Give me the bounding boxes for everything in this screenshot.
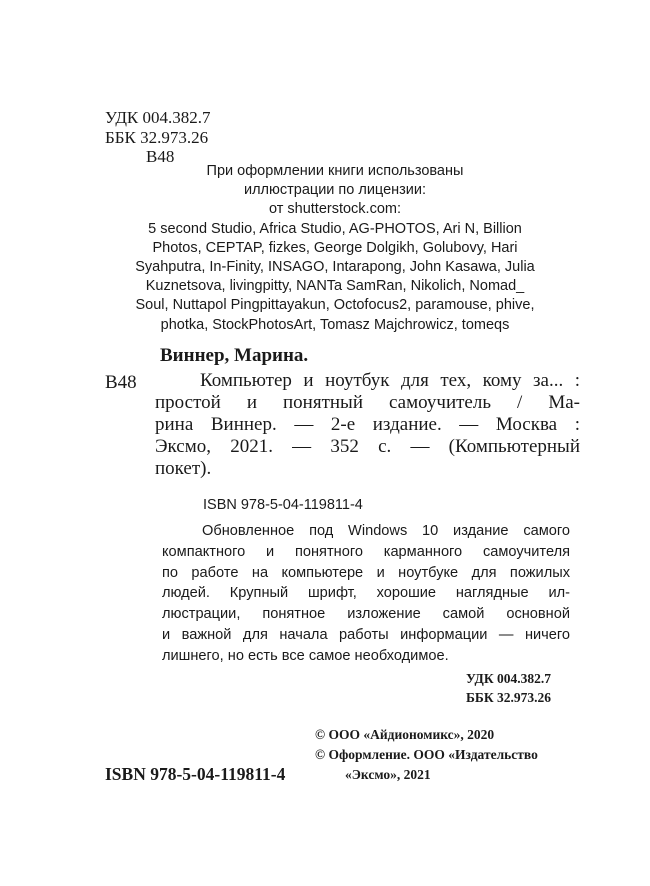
entry-line: рина Виннер. — 2-е издание. — Москва : [155,414,580,435]
author-mark: В48 [146,147,175,166]
abstract [162,521,570,667]
isbn-number: ISBN 978-5-04-119811-4 [105,764,286,784]
entry-line: простой и понятный самоучитель / Ма- [155,392,580,413]
abstract-line: лишнего, но есть все самое необходимое. [162,647,449,664]
credits-line: Syahputra, In-Finity, INSAGO, Intarapong, John Kasawa, Julia [135,259,535,276]
credits-line: от shutterstock.com: [268,201,402,218]
entry-line: Эксмо, 2021. — 352 с. — (Компьютерный [155,436,580,457]
bbk-code: ББК 32.973.26 [105,128,209,147]
abstract-line: компактного и понятного карманного самоучителя [162,543,570,560]
copyright-line: © ООО «Айдиономикс», 2020 [315,727,495,742]
credits-line: При оформлении книги использованы [206,163,464,179]
abstract-bbk: ББК 32.973.26 [466,690,552,705]
illustration-credits [100,162,570,335]
copyright-line: «Эксмо», 2021 [345,767,431,782]
entry-author-mark: В48 [105,372,137,393]
abstract-line: Обновленное под Windows 10 издание самого [202,523,570,539]
abstract-line: и важной для начала работы информации — ничего [162,626,570,643]
credits-line: 5 second Studio, Africa Studio, AG-PHOTOS, Ari N, Billion [148,220,522,237]
entry-line: Компьютер и ноутбук для тех, кому за... : [200,370,580,391]
abstract-line: людей. Крупный шрифт, хорошие наглядные ил- [162,585,570,602]
bibliographic-entry [155,370,580,480]
abstract-line: люстрации, понятное изложение самой основной [162,606,570,623]
entry-line: покет). [155,458,212,479]
udk-code: УДК 004.382.7 [105,108,211,127]
credits-line: Soul, Nuttapol Pingpittayakun, Octofocus2, paramouse, phive, [135,297,535,314]
copyright-line: © Оформление. ООО «Издательство [315,747,538,762]
abstract-udk: УДК 004.382.7 [466,671,551,686]
entry-author: Виннер, Марина. [160,345,309,366]
credits-line: Photos, CEPTAP, fizkes, George Dolgikh, Golubovy, Hari [152,239,518,256]
abstract-line: по работе на компьютере и ноутбуке для пожилых [162,564,570,581]
credits-line: photka, StockPhotosArt, Tomasz Majchrowicz, tomeqs [160,316,510,333]
credits-line: Kuznetsova, livingpitty, NANTa SamRan, Nikolich, Nomad_ [145,278,525,295]
entry-isbn: ISBN 978-5-04-119811-4 [203,497,363,513]
credits-line: иллюстрации по лицензии: [243,182,427,199]
